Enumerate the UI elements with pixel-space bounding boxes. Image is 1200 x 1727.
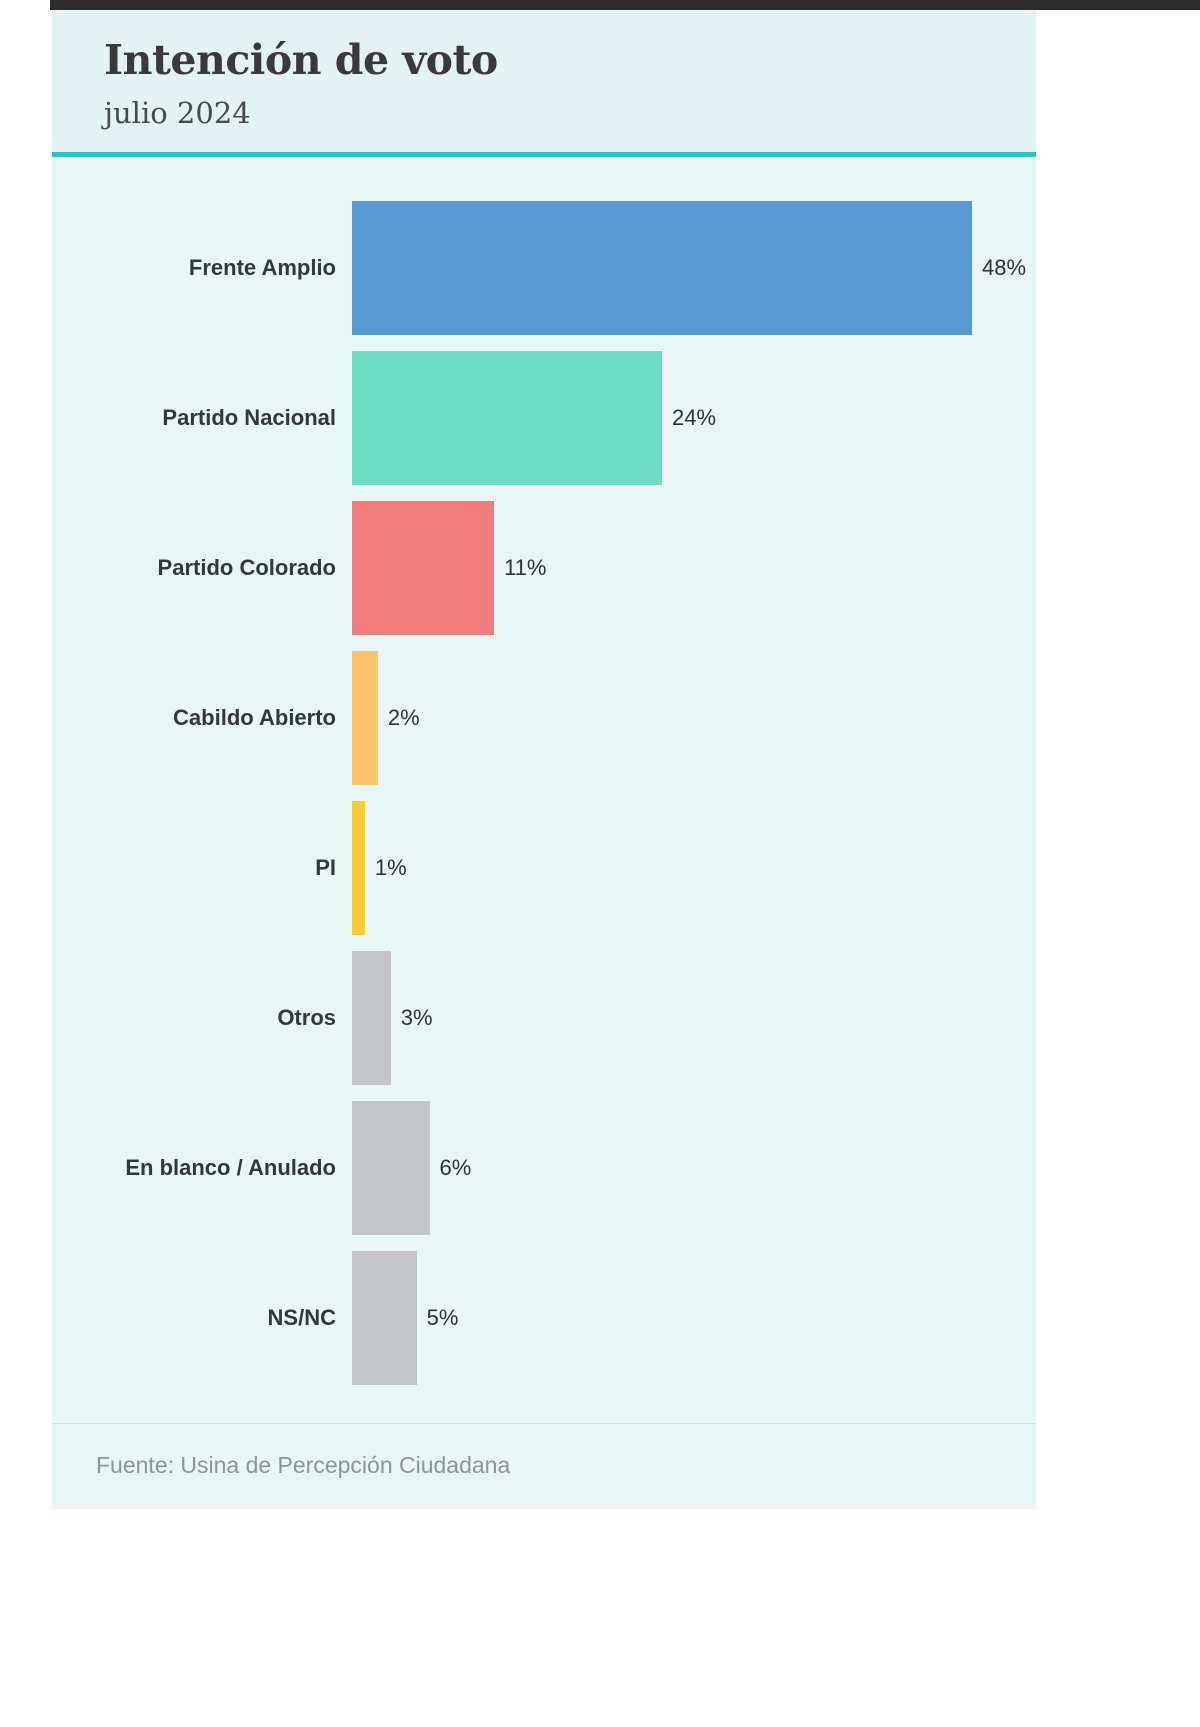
bar-row xyxy=(52,1243,1036,1393)
bar-segment xyxy=(352,801,365,935)
bar-segment xyxy=(352,951,391,1085)
bar-row xyxy=(52,343,1036,493)
bar-value-label: 24% xyxy=(672,405,717,430)
bar-value-label: 1% xyxy=(374,855,407,880)
chart-header xyxy=(52,10,1036,157)
bar-value-label: 6% xyxy=(439,1155,472,1180)
chart-subtitle: julio 2024 xyxy=(104,96,251,130)
bar-category-label: NS/NC xyxy=(267,1305,336,1331)
bar-row xyxy=(52,493,1036,643)
bar-chart xyxy=(52,157,1036,1423)
bar-row xyxy=(52,643,1036,793)
bar-segment xyxy=(352,1251,417,1385)
chart-card xyxy=(52,10,1036,1509)
bar-track xyxy=(352,493,1036,643)
bar-segment xyxy=(352,501,494,635)
page-title: Intención de voto xyxy=(104,36,498,84)
bar-track xyxy=(352,1093,1036,1243)
bar-row xyxy=(52,193,1036,343)
bar-value-label: 48% xyxy=(982,255,1027,280)
bar-segment xyxy=(352,351,662,485)
bar-value-label: 11% xyxy=(504,555,547,580)
bar-category-label: Partido Nacional xyxy=(162,405,336,431)
bar-segment xyxy=(352,651,378,785)
bar-category-label: Frente Amplio xyxy=(188,255,336,281)
bar-value-label: 3% xyxy=(400,1005,433,1030)
bar-track xyxy=(352,343,1036,493)
source-label: Fuente: Usina de Percepción Ciudadana xyxy=(96,1452,511,1478)
bar-track xyxy=(352,193,1036,343)
bar-category-label: Otros xyxy=(277,1005,336,1031)
bar-value-label: 5% xyxy=(426,1305,459,1330)
bar-track xyxy=(352,1243,1036,1393)
bar-row xyxy=(52,793,1036,943)
bar-category-label: PI xyxy=(315,855,336,881)
bar-category-label: En blanco / Anulado xyxy=(125,1155,336,1181)
bar-segment xyxy=(352,201,972,335)
bar-category-label: Cabildo Abierto xyxy=(173,705,336,731)
bar-category-label: Partido Colorado xyxy=(157,555,336,581)
bar-track xyxy=(352,643,1036,793)
chart-footer xyxy=(52,1423,1036,1509)
bar-track xyxy=(352,793,1036,943)
top-strip xyxy=(0,0,1200,10)
bar-row xyxy=(52,1093,1036,1243)
bar-segment xyxy=(352,1101,430,1235)
top-strip-left-gap xyxy=(0,0,50,10)
bar-value-label: 2% xyxy=(387,705,420,730)
bar-row xyxy=(52,943,1036,1093)
bar-track xyxy=(352,943,1036,1093)
